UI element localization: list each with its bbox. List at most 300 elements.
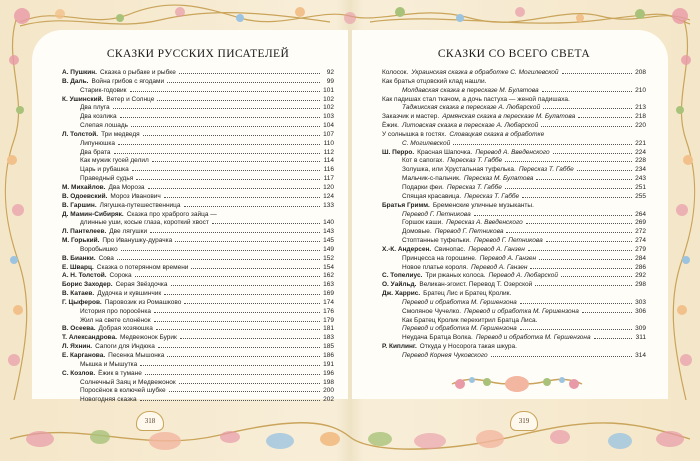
toc-entry	[382, 166, 646, 175]
toc-page-number: 272	[635, 228, 646, 236]
toc-author: Л. Толстой.	[62, 130, 99, 138]
toc-entry	[382, 149, 646, 158]
dot-leader	[520, 303, 632, 304]
dot-leader	[113, 108, 320, 109]
dot-leader	[562, 73, 632, 74]
toc-page-number: 124	[323, 192, 334, 200]
toc-entry	[62, 361, 334, 370]
dot-leader	[169, 391, 320, 392]
toc-page-number: 183	[323, 334, 334, 342]
toc-translator-note: Литовская сказка в пересказе А. Любарской	[401, 122, 539, 130]
toc-title: Как Братец Кролик перехитрил Братца Лиса.	[402, 316, 538, 324]
toc-title: Сапоги для Индюка	[95, 343, 155, 351]
toc-page-number: 306	[635, 307, 646, 315]
toc-title: Сказка о потерянном времени	[96, 263, 189, 271]
toc-translator-note: Перевод Корнея Чуковского	[402, 352, 488, 359]
dot-leader	[132, 170, 320, 171]
toc-entry	[382, 272, 646, 281]
crown-ornament-icon	[442, 366, 592, 396]
toc-title: У солнышка в гостях.	[382, 130, 447, 138]
toc-title: Красная Шапочка.	[417, 148, 473, 156]
toc-title: Великан-эгоист. Перевод Т. Озерской	[419, 281, 533, 289]
toc-author: Дж. Харрис.	[382, 290, 421, 298]
toc-entry	[62, 157, 334, 166]
dot-leader	[130, 91, 320, 92]
dot-leader	[154, 321, 320, 322]
toc-entry	[62, 308, 334, 317]
toc-page-number: 179	[323, 316, 334, 324]
toc-page-number: 92	[326, 69, 334, 76]
toc-page-number: 120	[323, 183, 334, 191]
toc-entry	[62, 255, 334, 264]
dot-leader	[164, 197, 320, 198]
toc-page-number: 102	[323, 104, 334, 112]
toc-entry	[62, 325, 334, 334]
dot-leader	[143, 135, 320, 136]
toc-title: Неудача Братца Волка.	[402, 334, 473, 342]
toc-author: С. Козлов.	[62, 369, 96, 377]
toc-entry	[62, 87, 334, 96]
toc-page-number: 264	[635, 210, 646, 218]
dot-leader	[120, 117, 320, 118]
toc-title: Два Мороза	[108, 183, 145, 191]
toc-page-number: 154	[323, 263, 334, 271]
toc-title: Воробьишко	[80, 245, 118, 253]
toc-page-number: 234	[635, 166, 646, 174]
toc-entry	[62, 175, 334, 184]
toc-title: Праведный судья	[80, 175, 134, 183]
toc-translator-note: Армянская сказка в пересказе М. Булатова	[442, 113, 576, 121]
dot-leader	[539, 259, 632, 260]
toc-entry	[382, 255, 646, 264]
toc-page-number: 208	[635, 69, 646, 76]
toc-entry	[382, 246, 646, 255]
toc-title: Ветер и Солнце	[106, 95, 155, 103]
table-of-contents-left	[62, 69, 334, 405]
toc-translator-note: Пересказ Т. Габбе	[464, 192, 520, 200]
toc-entry	[382, 193, 646, 202]
toc-title: Ёжик в тумане	[98, 369, 142, 377]
toc-title: Паровозик из Ромашково	[104, 298, 182, 306]
toc-author: В. Гаршин.	[62, 201, 97, 209]
toc-page-number: 140	[323, 219, 334, 227]
toc-entry	[62, 290, 334, 299]
toc-title: Горшок каши.	[402, 219, 444, 227]
toc-page-number: 218	[635, 113, 646, 121]
toc-page-number: 228	[635, 157, 646, 165]
toc-translator-note: Пересказ Т. Габбе	[446, 183, 502, 191]
toc-translator-note: Словацкая сказка в обработке	[449, 130, 545, 138]
toc-title: Сова	[98, 254, 114, 262]
toc-page-number: 292	[635, 272, 646, 280]
toc-page-number: 186	[323, 352, 334, 359]
toc-page-number: 191	[323, 360, 334, 368]
toc-title: Кот в сапогах.	[402, 157, 445, 165]
toc-entry	[382, 334, 646, 343]
toc-entry	[62, 246, 334, 255]
toc-translator-note: С. Могилевской	[402, 139, 451, 147]
toc-title: Спящая красавица.	[402, 192, 462, 200]
toc-author: М. Михайлов.	[62, 183, 106, 191]
dot-leader	[453, 144, 632, 145]
toc-title: Добрая хозяюшка	[98, 325, 153, 333]
dot-leader	[167, 82, 320, 83]
toc-page-number: 196	[323, 369, 334, 377]
toc-entry	[62, 387, 334, 396]
toc-author: Л. Яхнин.	[62, 343, 93, 351]
toc-entry	[382, 175, 646, 184]
toc-entry	[382, 343, 646, 352]
toc-title: История про поросёнка	[80, 307, 151, 315]
table-of-contents-right	[382, 69, 646, 361]
toc-title: Принцесса на горошине.	[402, 254, 477, 262]
toc-page-number: 309	[635, 325, 646, 333]
toc-page-number: 117	[323, 175, 334, 183]
toc-page-number: 143	[323, 228, 334, 236]
dot-leader	[179, 73, 320, 74]
dot-leader	[114, 153, 320, 154]
section-title-world-tales: СКАЗКИ СО ВСЕГО СВЕТА	[437, 48, 591, 60]
toc-author: Е. Шварц.	[62, 263, 94, 271]
toc-translator-note: Молдавская сказка в пересказе М. Булатова	[402, 86, 539, 94]
toc-entry	[382, 228, 646, 237]
toc-entry	[382, 113, 646, 122]
toc-page-number: 213	[635, 104, 646, 112]
toc-title: Три ржаных колоса.	[425, 272, 486, 280]
toc-author: Р. Киплинг.	[382, 343, 417, 351]
toc-translator-note: Пересказ А. Введенского	[446, 219, 523, 227]
right-page	[352, 30, 668, 399]
toc-page-number: 103	[323, 113, 334, 121]
toc-title: Новогодняя сказка	[80, 396, 137, 404]
toc-translator-note: Перевод и обработка М. Гершензона	[475, 334, 591, 342]
toc-entry	[382, 299, 646, 308]
toc-title: Как братья отцовский клад нашли.	[382, 77, 487, 85]
toc-title: Сорока	[109, 272, 132, 280]
dot-leader	[546, 241, 632, 242]
dot-leader	[594, 338, 632, 339]
toc-page-number: 220	[635, 122, 646, 130]
toc-title: Стоптанные туфельки.	[402, 237, 471, 245]
toc-title: Лягушка-путешественница	[99, 201, 181, 209]
toc-page-number: 255	[635, 192, 646, 200]
toc-author: В. Бианки.	[62, 254, 96, 262]
toc-page-number: 311	[635, 334, 646, 342]
toc-translator-note: Перевод А. Введенского	[475, 148, 550, 156]
toc-translator-note: Пересказ Т. Габбе	[447, 157, 503, 165]
toc-translator-note: Перевод Г. Петникова	[473, 237, 543, 245]
toc-page-number: 104	[323, 122, 334, 130]
toc-entry	[382, 131, 646, 140]
toc-entry	[62, 334, 334, 343]
toc-title: Дудочка и кувшинчик	[97, 290, 162, 298]
toc-title: Старик-годовик	[80, 86, 127, 94]
dot-leader	[180, 338, 320, 339]
toc-translator-note: Перевод А. Ганзен	[471, 263, 528, 271]
toc-author: К. Ушинский.	[62, 95, 104, 103]
toc-title: Ёжик.	[382, 122, 399, 130]
dot-leader	[553, 153, 632, 154]
dot-leader	[522, 197, 632, 198]
toc-entry	[382, 140, 646, 149]
toc-title: Два брата	[80, 148, 111, 156]
toc-page-number: 101	[323, 86, 334, 94]
toc-entry	[62, 219, 334, 228]
dot-leader	[184, 206, 320, 207]
toc-entry	[62, 202, 334, 211]
dot-leader	[536, 179, 632, 180]
toc-entry	[382, 122, 646, 131]
toc-page-number: 163	[323, 281, 334, 289]
toc-translator-note: Пересказ М. Булатова	[463, 175, 534, 183]
toc-author: Борис Заходер.	[62, 281, 113, 289]
toc-entry	[382, 157, 646, 166]
toc-author: Д. Мамин-Сибиряк.	[62, 210, 124, 218]
toc-entry	[62, 370, 334, 379]
toc-author: В. Осеева.	[62, 325, 96, 333]
dot-leader	[135, 276, 320, 277]
toc-entry	[382, 352, 646, 361]
dot-leader	[541, 126, 632, 127]
dot-leader	[505, 161, 632, 162]
toc-entry	[382, 325, 646, 334]
dot-leader	[561, 276, 632, 277]
dot-leader	[145, 374, 320, 375]
dot-leader	[191, 268, 320, 269]
toc-entry	[382, 290, 646, 299]
dot-leader	[148, 188, 320, 189]
toc-translator-note: Перевод Г. Петникова	[402, 210, 471, 218]
toc-page-number: 185	[323, 343, 334, 351]
toc-entry	[62, 113, 334, 122]
toc-page-number: 145	[323, 237, 334, 245]
toc-author: Г. Цыферов.	[62, 298, 102, 306]
dot-leader	[167, 356, 320, 357]
toc-entry	[382, 69, 646, 78]
dot-leader	[528, 250, 632, 251]
toc-title: Смоляное Чучелко.	[402, 307, 462, 315]
toc-translator-note: Перевод и обработка М. Гершензона	[402, 298, 517, 306]
dot-leader	[175, 241, 320, 242]
dot-leader	[157, 100, 320, 101]
toc-title: Поросёнок в колючей шубке	[80, 387, 166, 395]
toc-entry	[62, 140, 334, 149]
toc-author: М. Горький.	[62, 237, 100, 245]
toc-page-number: 243	[635, 175, 646, 183]
toc-entry	[62, 69, 334, 78]
toc-entry	[62, 299, 334, 308]
toc-entry	[62, 184, 334, 193]
toc-entry	[382, 281, 646, 290]
toc-translator-note: Таджикская сказка в пересказе А. Любарской	[402, 104, 541, 112]
toc-page-number: 200	[323, 387, 334, 395]
toc-translator-note: Перевод Г. Петникова	[434, 228, 504, 236]
toc-title: Про Иванушку-дурачка	[102, 237, 173, 245]
dot-leader	[140, 400, 320, 401]
toc-page-number: 286	[635, 263, 646, 271]
toc-page-number: 107	[323, 130, 334, 138]
toc-title: длинные уши, косые глаза, короткий хвост	[80, 219, 209, 227]
toc-translator-note: Перевод и обработка М. Гершензона	[464, 307, 579, 315]
toc-page-number: 162	[323, 272, 334, 280]
dot-leader	[171, 285, 320, 286]
toc-entry	[62, 96, 334, 105]
toc-page-number: 114	[323, 157, 334, 165]
toc-title: Золушка, или Хрустальная туфелька.	[402, 166, 516, 174]
toc-page-number: 202	[323, 396, 334, 404]
toc-title: Домовые.	[402, 228, 432, 236]
toc-title: Две лягушки	[109, 228, 148, 236]
toc-entry	[382, 184, 646, 193]
toc-title: Сказка о рыбаке и рыбке	[100, 69, 176, 76]
toc-entry	[62, 228, 334, 237]
dot-leader	[212, 223, 320, 224]
toc-page-number: 110	[323, 139, 334, 147]
toc-title: Солнечный Заяц и Медвежонок	[80, 378, 176, 386]
toc-page-number: 176	[323, 307, 334, 315]
toc-entry	[382, 78, 646, 87]
toc-author: Т. Александрова.	[62, 334, 118, 342]
toc-translator-note: Перевод А. Ганзен	[479, 254, 537, 262]
dot-leader	[150, 232, 320, 233]
toc-title: Мышка и Мышутка	[80, 360, 138, 368]
toc-entry	[382, 104, 646, 113]
page-number-left: 318	[136, 411, 164, 431]
toc-author: Е. Карганова.	[62, 352, 106, 359]
toc-page-number: 169	[323, 290, 334, 298]
toc-author: А. Пушкин.	[62, 69, 97, 76]
toc-page-number: 149	[323, 245, 334, 253]
floral-border-top-ornament-icon	[0, 0, 700, 34]
dot-leader	[117, 259, 320, 260]
toc-entry	[382, 87, 646, 96]
toc-author: В. Одоевский.	[62, 192, 108, 200]
toc-title: Два плуга	[80, 104, 110, 112]
dot-leader	[526, 223, 632, 224]
floral-border-bottom-ornament-icon	[0, 399, 700, 461]
dot-leader	[136, 179, 320, 180]
toc-page-number: 269	[635, 219, 646, 227]
floral-border-right-ornament-icon	[666, 0, 700, 461]
toc-author: В. Даль.	[62, 77, 89, 85]
toc-page-number: 174	[323, 298, 334, 306]
toc-entry	[62, 166, 334, 175]
toc-translator-note: Перевод и обработка М. Гершензона	[402, 325, 517, 333]
toc-page-number: 116	[323, 166, 334, 174]
toc-translator-note: Украинская сказка в обработке С. Могилевской	[411, 69, 559, 76]
toc-page-number: 112	[323, 148, 334, 156]
toc-title: Два козлика	[80, 113, 117, 121]
dot-leader	[121, 250, 320, 251]
toc-page-number: 274	[635, 237, 646, 245]
toc-page-number: 298	[635, 281, 646, 289]
toc-entry	[62, 122, 334, 131]
toc-entry	[62, 131, 334, 140]
toc-author: Ш. Перро.	[382, 148, 415, 156]
toc-page-number: 152	[323, 254, 334, 262]
toc-page-number: 210	[635, 86, 646, 94]
dot-leader	[152, 161, 320, 162]
dot-leader	[156, 329, 320, 330]
left-page	[32, 30, 348, 404]
dot-leader	[118, 144, 320, 145]
dot-leader	[543, 108, 632, 109]
page-number-right: 319	[510, 411, 538, 431]
dot-leader	[474, 215, 632, 216]
toc-entry	[382, 202, 646, 211]
toc-title: Братец Лис и Братец Кролик.	[423, 290, 512, 298]
toc-page-number: 181	[323, 325, 334, 333]
toc-title: Заказчик и мастер.	[382, 113, 440, 121]
toc-entry	[62, 352, 334, 361]
toc-page-number: 224	[635, 148, 646, 156]
toc-translator-note: Перевод А. Любарской	[488, 272, 559, 280]
floral-border-left-ornament-icon	[0, 0, 34, 461]
toc-title: Война грибов с ягодами	[91, 77, 165, 85]
toc-author: С. Топелиус.	[382, 272, 423, 280]
toc-title: Откуда у Носорога такая шкура.	[419, 343, 517, 351]
toc-title: Слепая лошадь	[80, 122, 129, 130]
toc-page-number: 284	[635, 254, 646, 262]
toc-title: Как мужик гусей делил	[80, 157, 149, 165]
dot-leader	[530, 268, 632, 269]
toc-title: Новое платье короля.	[402, 263, 469, 271]
toc-page-number: 133	[323, 201, 334, 209]
toc-author: О. Уайльд.	[382, 281, 417, 289]
toc-translator-note: Пересказ Т. Габбе	[518, 166, 574, 174]
toc-page-number: 303	[635, 298, 646, 306]
toc-author: Х.-К. Андерсен.	[382, 245, 432, 253]
toc-author: Л. Пантелеев.	[62, 228, 107, 236]
dot-leader	[542, 91, 632, 92]
toc-author: А. Н. Толстой.	[62, 272, 107, 280]
toc-author: В. Катаев.	[62, 290, 95, 298]
dot-leader	[535, 285, 632, 286]
toc-entry	[62, 281, 334, 290]
toc-title: Бременские уличные музыканты.	[432, 201, 534, 209]
toc-page-number: 198	[323, 378, 334, 386]
toc-title: Липунюшка	[80, 139, 115, 147]
toc-entry	[62, 237, 334, 246]
dot-leader	[179, 383, 320, 384]
toc-author: Братья Гримм.	[382, 201, 430, 209]
toc-page-number: 102	[323, 95, 334, 103]
dot-leader	[520, 329, 632, 330]
dot-leader	[140, 365, 320, 366]
toc-title: Три медведя	[101, 130, 140, 138]
toc-entry	[62, 104, 334, 113]
toc-title: Свинопас.	[434, 245, 466, 253]
dot-leader	[505, 188, 632, 189]
dot-leader	[158, 347, 320, 348]
toc-title: Царь и рубашка	[80, 166, 129, 174]
toc-page-number: 279	[635, 245, 646, 253]
dot-leader	[164, 294, 320, 295]
toc-entry	[382, 237, 646, 246]
section-title-russian-writers: СКАЗКИ РУССКИХ ПИСАТЕЛЕЙ	[106, 48, 290, 60]
toc-page-number: 221	[635, 139, 646, 147]
dot-leader	[184, 303, 320, 304]
dot-leader	[154, 312, 320, 313]
toc-title: Подарки феи.	[402, 183, 444, 191]
toc-entry	[62, 193, 334, 202]
dot-leader	[491, 356, 632, 357]
toc-page-number: 251	[635, 183, 646, 191]
toc-title: Медвежонок Бурик	[120, 334, 177, 342]
toc-title: Мороз Иванович	[110, 192, 161, 200]
toc-title: Серая Звёздочка	[115, 281, 168, 289]
toc-entry	[382, 219, 646, 228]
